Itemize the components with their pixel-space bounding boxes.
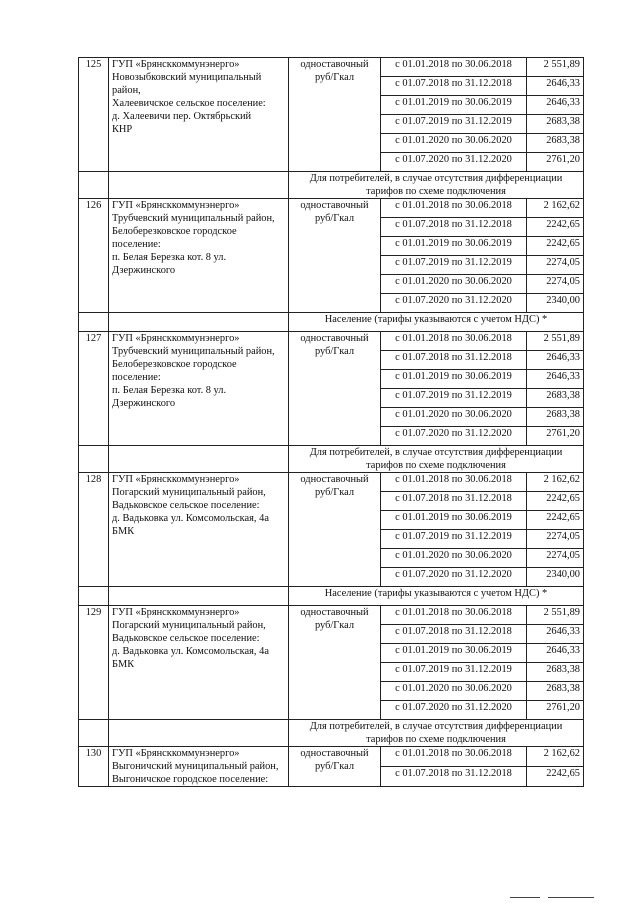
empty-cell	[79, 720, 109, 747]
tariff-value: 2646,33	[527, 370, 584, 389]
tariff-value: 2683,38	[527, 134, 584, 153]
tariff-value: 2761,20	[527, 153, 584, 172]
tariff-value: 2683,38	[527, 408, 584, 427]
tariff-value: 2274,05	[527, 275, 584, 294]
organization-line: д. Вадьковка ул. Комсомольская, 4а	[112, 513, 269, 524]
period-cell: с 01.01.2018 по 30.06.2018	[381, 473, 527, 492]
period-cell: с 01.01.2020 по 30.06.2020	[381, 549, 527, 568]
tariff-value: 2683,38	[527, 663, 584, 682]
tariff-value: 2242,65	[527, 511, 584, 530]
tariff-value: 2 551,89	[527, 606, 584, 625]
tariff-value: 2 162,62	[527, 473, 584, 492]
organization-line: д. Халеевичи пер. Октябрьский	[112, 111, 252, 122]
tariff-value: 2274,05	[527, 549, 584, 568]
tariff-value: 2 162,62	[527, 199, 584, 218]
tariff-value: 2242,65	[527, 767, 584, 787]
tariff-value: 2683,38	[527, 682, 584, 701]
table-row	[79, 606, 584, 625]
tariff-value: 2683,38	[527, 115, 584, 134]
empty-cell	[109, 172, 289, 199]
tariff-value: 2 551,89	[527, 332, 584, 351]
table-row	[79, 199, 584, 218]
organization-line: ГУП «Брянсккоммунэнерго»	[112, 200, 240, 211]
organization-line: Вадьковское сельское поселение:	[112, 633, 260, 644]
period-cell: с 01.01.2020 по 30.06.2020	[381, 134, 527, 153]
table-row	[79, 58, 584, 77]
section-header-row	[79, 313, 584, 332]
tariff-value: 2274,05	[527, 256, 584, 275]
period-cell: с 01.07.2019 по 31.12.2019	[381, 115, 527, 134]
tariff-type: одноставочный руб/Гкал	[289, 199, 381, 313]
empty-cell	[109, 720, 289, 747]
tariff-table-body	[79, 58, 584, 787]
organization-line: Вадьковское сельское поселение:	[112, 500, 260, 511]
period-cell: с 01.07.2020 по 31.12.2020	[381, 427, 527, 446]
organization-cell	[109, 199, 289, 313]
section-header: Для потребителей, в случае отсутствия дифференциации тарифов по схеме подключения	[289, 446, 584, 473]
organization-line: ГУП «Брянсккоммунэнерго»	[112, 607, 240, 618]
period-cell: с 01.01.2020 по 30.06.2020	[381, 275, 527, 294]
entry-number: 127	[79, 332, 109, 446]
organization-line: БМК	[112, 526, 135, 537]
tariff-value: 2242,65	[527, 237, 584, 256]
tariff-value: 2340,00	[527, 568, 584, 587]
tariff-value: 2646,33	[527, 96, 584, 115]
section-header-row	[79, 587, 584, 606]
organization-line: Белоберезковское городское поселение:	[112, 359, 237, 383]
section-header: Население (тарифы указываются с учетом НДС) *	[289, 313, 584, 332]
section-header-row	[79, 172, 584, 199]
organization-line: Новозыбковский муниципальный район,	[112, 72, 262, 96]
period-cell: с 01.01.2020 по 30.06.2020	[381, 408, 527, 427]
tariff-value: 2646,33	[527, 77, 584, 96]
tariff-value: 2340,00	[527, 294, 584, 313]
section-header: Для потребителей, в случае отсутствия дифференциации тарифов по схеме подключения	[289, 720, 584, 747]
organization-line: п. Белая Березка кот. 8 ул. Дзержинского	[112, 385, 227, 409]
period-cell: с 01.01.2019 по 30.06.2019	[381, 237, 527, 256]
period-cell: с 01.01.2018 по 30.06.2018	[381, 58, 527, 77]
tariff-table	[78, 57, 584, 787]
footer-line-left	[510, 897, 540, 898]
organization-line: д. Вадьковка ул. Комсомольская, 4а	[112, 646, 269, 657]
entry-number: 128	[79, 473, 109, 587]
tariff-value: 2274,05	[527, 530, 584, 549]
period-cell: с 01.07.2019 по 31.12.2019	[381, 256, 527, 275]
period-cell: с 01.01.2018 по 30.06.2018	[381, 747, 527, 767]
tariff-type: одноставочный руб/Гкал	[289, 58, 381, 172]
entry-number: 129	[79, 606, 109, 720]
period-cell: с 01.07.2020 по 31.12.2020	[381, 294, 527, 313]
organization-line: Трубчевский муниципальный район,	[112, 346, 275, 357]
section-header: Население (тарифы указываются с учетом НДС) *	[289, 587, 584, 606]
section-header-row	[79, 446, 584, 473]
period-cell: с 01.01.2019 по 30.06.2019	[381, 644, 527, 663]
entry-number: 125	[79, 58, 109, 172]
tariff-value: 2646,33	[527, 644, 584, 663]
period-cell: с 01.07.2018 по 31.12.2018	[381, 492, 527, 511]
period-cell: с 01.07.2020 по 31.12.2020	[381, 701, 527, 720]
empty-cell	[109, 587, 289, 606]
tariff-type: одноставочный руб/Гкал	[289, 332, 381, 446]
organization-line: БМК	[112, 659, 135, 670]
period-cell: с 01.07.2018 по 31.12.2018	[381, 625, 527, 644]
empty-cell	[109, 446, 289, 473]
tariff-value: 2242,65	[527, 218, 584, 237]
empty-cell	[79, 587, 109, 606]
period-cell: с 01.07.2018 по 31.12.2018	[381, 77, 527, 96]
tariff-value: 2683,38	[527, 389, 584, 408]
organization-cell	[109, 332, 289, 446]
entry-number: 126	[79, 199, 109, 313]
tariff-value: 2761,20	[527, 701, 584, 720]
period-cell: с 01.01.2018 по 30.06.2018	[381, 606, 527, 625]
tariff-value: 2761,20	[527, 427, 584, 446]
organization-line: Погарский муниципальный район,	[112, 487, 266, 498]
period-cell: с 01.07.2018 по 31.12.2018	[381, 767, 527, 787]
organization-cell	[109, 473, 289, 587]
period-cell: с 01.07.2019 по 31.12.2019	[381, 663, 527, 682]
table-row	[79, 747, 584, 767]
entry-number: 130	[79, 747, 109, 787]
organization-cell	[109, 58, 289, 172]
empty-cell	[79, 446, 109, 473]
empty-cell	[79, 172, 109, 199]
tariff-value: 2242,65	[527, 492, 584, 511]
organization-line: ГУП «Брянсккоммунэнерго»	[112, 474, 240, 485]
organization-line: Трубчевский муниципальный район,	[112, 213, 275, 224]
organization-cell	[109, 747, 289, 787]
footer-line-right	[548, 897, 594, 898]
period-cell: с 01.01.2019 по 30.06.2019	[381, 370, 527, 389]
organization-line: Халеевичское сельское поселение:	[112, 98, 266, 109]
period-cell: с 01.01.2019 по 30.06.2019	[381, 96, 527, 115]
period-cell: с 01.07.2020 по 31.12.2020	[381, 153, 527, 172]
tariff-type: одноставочный руб/Гкал	[289, 606, 381, 720]
tariff-value: 2646,33	[527, 351, 584, 370]
period-cell: с 01.07.2020 по 31.12.2020	[381, 568, 527, 587]
tariff-value: 2 162,62	[527, 747, 584, 767]
organization-line: п. Белая Березка кот. 8 ул. Дзержинского	[112, 252, 227, 276]
tariff-value: 2 551,89	[527, 58, 584, 77]
organization-line: ГУП «Брянсккоммунэнерго»	[112, 333, 240, 344]
section-header: Для потребителей, в случае отсутствия дифференциации тарифов по схеме подключения	[289, 172, 584, 199]
empty-cell	[79, 313, 109, 332]
period-cell: с 01.07.2019 по 31.12.2019	[381, 530, 527, 549]
organization-line: ГУП «Брянсккоммунэнерго»	[112, 59, 240, 70]
period-cell: с 01.01.2020 по 30.06.2020	[381, 682, 527, 701]
organization-line: ГУП «Брянсккоммунэнерго»	[112, 748, 240, 759]
table-row	[79, 332, 584, 351]
organization-line: Белоберезковское городское поселение:	[112, 226, 237, 250]
period-cell: с 01.07.2018 по 31.12.2018	[381, 351, 527, 370]
period-cell: с 01.07.2018 по 31.12.2018	[381, 218, 527, 237]
organization-line: Выгоничское городское поселение:	[112, 774, 269, 785]
tariff-value: 2646,33	[527, 625, 584, 644]
organization-cell	[109, 606, 289, 720]
period-cell: с 01.01.2018 по 30.06.2018	[381, 199, 527, 218]
period-cell: с 01.01.2018 по 30.06.2018	[381, 332, 527, 351]
organization-line: Выгоничский муниципальный район,	[112, 761, 279, 772]
period-cell: с 01.07.2019 по 31.12.2019	[381, 389, 527, 408]
organization-line: КНР	[112, 124, 133, 135]
tariff-type: одноставочный руб/Гкал	[289, 747, 381, 787]
period-cell: с 01.01.2019 по 30.06.2019	[381, 511, 527, 530]
organization-line: Погарский муниципальный район,	[112, 620, 266, 631]
table-row	[79, 473, 584, 492]
section-header-row	[79, 720, 584, 747]
empty-cell	[109, 313, 289, 332]
tariff-type: одноставочный руб/Гкал	[289, 473, 381, 587]
